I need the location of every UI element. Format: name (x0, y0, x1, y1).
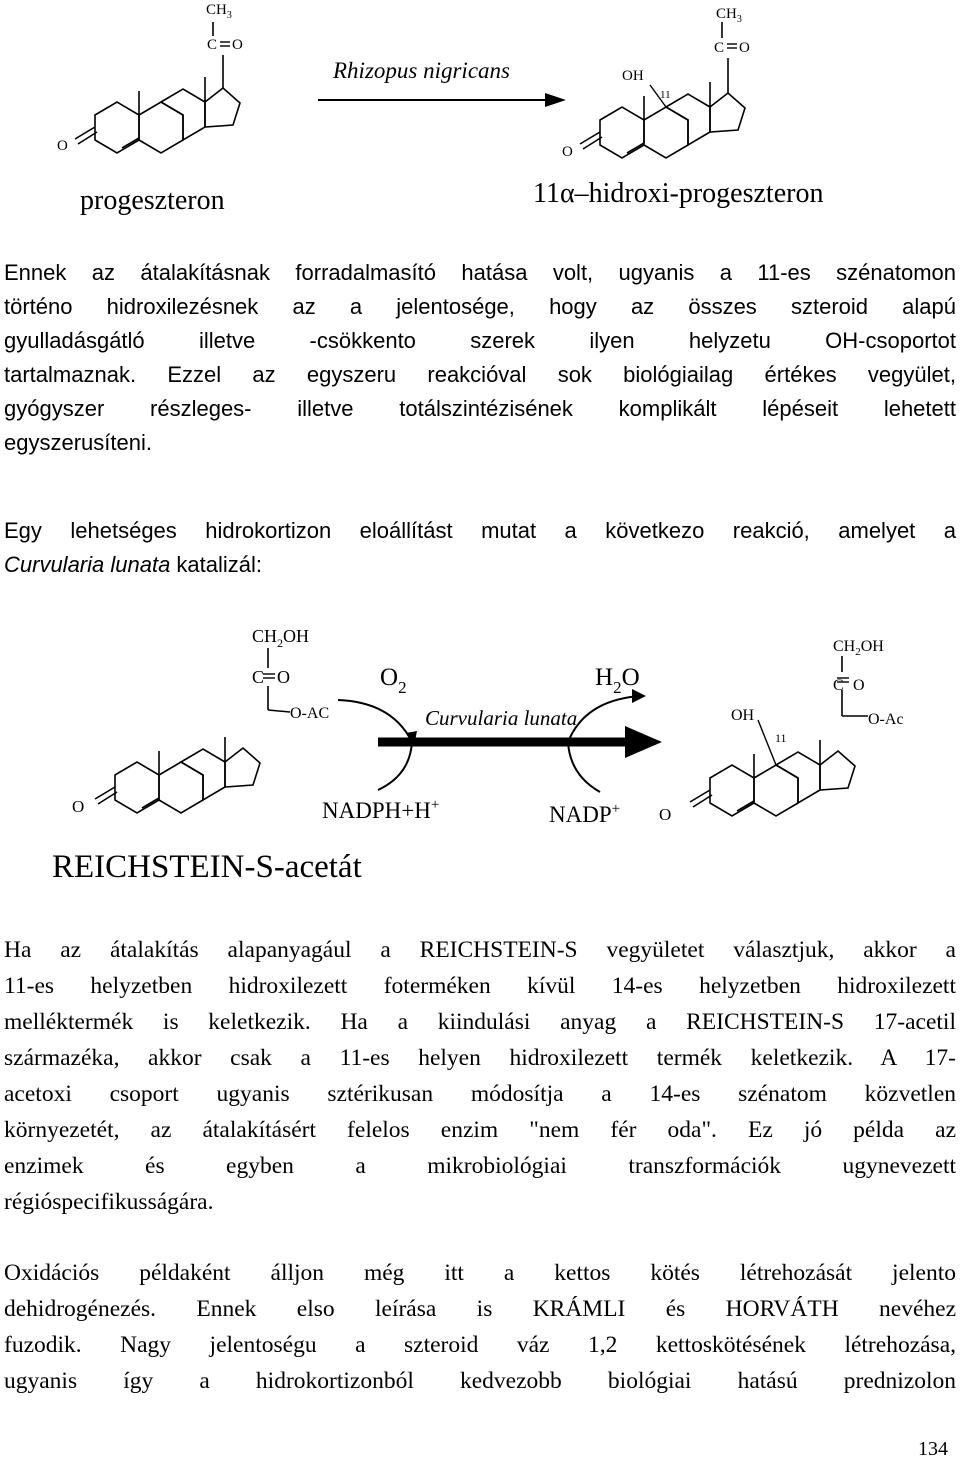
carbonyl-c-label: C (714, 40, 725, 56)
progesterone-name: progeszteron (80, 185, 225, 216)
text-line: acetoxi csoport ugyanis sztérikusan módosítja a 14-es szénatom közvetlen (4, 1081, 956, 1107)
organism-label: Rhizopus nigricans (333, 58, 510, 83)
nadph-label: NADPH+H+ (322, 797, 440, 823)
hydroxyprogesterone-name: 11α–hidroxi-progeszteron (533, 178, 824, 209)
text-line: tartalmaznak. Ezzel az egyszeru reakcióval sok biológiailag értékes vegyület, (4, 362, 956, 387)
text-line: származéka, akkor csak a 11-es helyen hidroxilezett termék keletkezik. A 17- (4, 1045, 956, 1071)
ch3-label: $CH_3$ (716, 6, 742, 25)
carbonyl-c-label: C (833, 677, 844, 694)
text-line: ugyanis így a hidrokortizonból kedvezobb biológiai hatású prednizolon (4, 1368, 956, 1394)
ketone-o-label: O (72, 797, 85, 816)
carbonyl-o-label: O (853, 677, 865, 694)
text-line: történo hidroxilezésnek az a jelentosége, hogy az összes szteroid alapú (4, 294, 956, 319)
text-line: egyszerusíteni. (4, 430, 152, 455)
text-line: dehidrogénezés. Ennek elso leírása is KRÁMLI és HORVÁTH nevéhez (4, 1296, 956, 1322)
ketone-o-label: O (562, 144, 573, 160)
text-line: környezetét, az átalakításért felelos enzim "nem fér oda". Ez jó példa az (4, 1117, 956, 1143)
paragraph-3 (4, 932, 956, 1220)
text-line (4, 548, 956, 582)
acetoxy-label: O-AC (290, 705, 330, 722)
text-fragment: katalizál: (170, 552, 263, 577)
paragraph-4 (4, 1255, 956, 1399)
text-line: 11-es helyzetben hidroxilezett foterméken kívül 14-es helyzetben hidroxilezett (4, 973, 956, 999)
reichstein-s-acetate-structure (72, 626, 329, 816)
text-line: fuzodik. Nagy jelentoségu a szteroid váz 1,2 kettoskötésének létrehozása, (4, 1332, 956, 1358)
reaction-arrow-2 (338, 689, 662, 792)
hydroxyprogesterone-structure (562, 6, 750, 160)
text-line: régióspecifikusságára. (4, 1189, 214, 1215)
position-11-label: 11 (775, 731, 787, 745)
ch2oh-label: $CH_2OH$ (833, 638, 884, 658)
carbonyl-c-label: C (207, 37, 218, 53)
ch3-label: $CH_3$ (206, 2, 232, 21)
text-line: Ha az átalakítás alapanyagául a REICHSTEIN-S vegyületet választjuk, akkor a (4, 937, 956, 963)
ketone-o-label: O (57, 138, 68, 154)
hydroxyl-label: OH (731, 707, 755, 724)
text-line: Oxidációs példaként álljon még itt a kettos kötés létrehozását jelento (4, 1260, 956, 1286)
organism-name: Curvularia lunata (4, 552, 171, 577)
hydrocortisone-acetate-structure (659, 638, 904, 824)
text-line: melléktermék is keletkezik. Ha a kiindulási anyag a REICHSTEIN-S 17-acetil (4, 1009, 956, 1035)
carbonyl-c-label: C (252, 667, 265, 687)
text-line: gyógyszer részleges- illetve totálszintézisének komplikált lépéseit lehetett (4, 396, 956, 421)
ketone-o-label: O (659, 805, 672, 824)
organism-label-2: Curvularia lunata (425, 706, 578, 730)
reaction-arrow (318, 93, 566, 107)
hydroxyl-label: OH (622, 68, 644, 84)
carbonyl-o-label: O (277, 667, 290, 687)
text-line: enzimek és egyben a mikrobiológiai transzformációk ugynevezett (4, 1153, 956, 1179)
water-label: $H_2O$ (595, 664, 640, 697)
carbonyl-o-label: O (739, 40, 750, 56)
reichstein-s-acetate-name: REICHSTEIN-S-acetát (52, 849, 362, 885)
paragraph-1 (4, 256, 956, 460)
ch2oh-label: $CH_2OH$ (252, 626, 310, 650)
text-line: gyulladásgátló illetve -csökkento szerek ilyen helyzetu OH-csoportot (4, 328, 956, 353)
text-line: Ennek az átalakításnak forradalmasító hatása volt, ugyanis a 11-es szénatomon (4, 260, 956, 285)
carbonyl-o-label: O (232, 37, 243, 53)
oxygen-label: $O_2$ (380, 664, 407, 697)
position-11-label: 11 (660, 89, 671, 101)
text-line: Egy lehetséges hidrokortizon eloállítást mutat a következo reakció, amelyet a (4, 518, 956, 543)
paragraph-2 (4, 514, 956, 582)
acetoxy-label: O-Ac (868, 711, 904, 728)
nadp-label: NADP+ (549, 801, 621, 827)
progesterone-structure (57, 2, 243, 154)
page-number: 134 (918, 1438, 948, 1460)
